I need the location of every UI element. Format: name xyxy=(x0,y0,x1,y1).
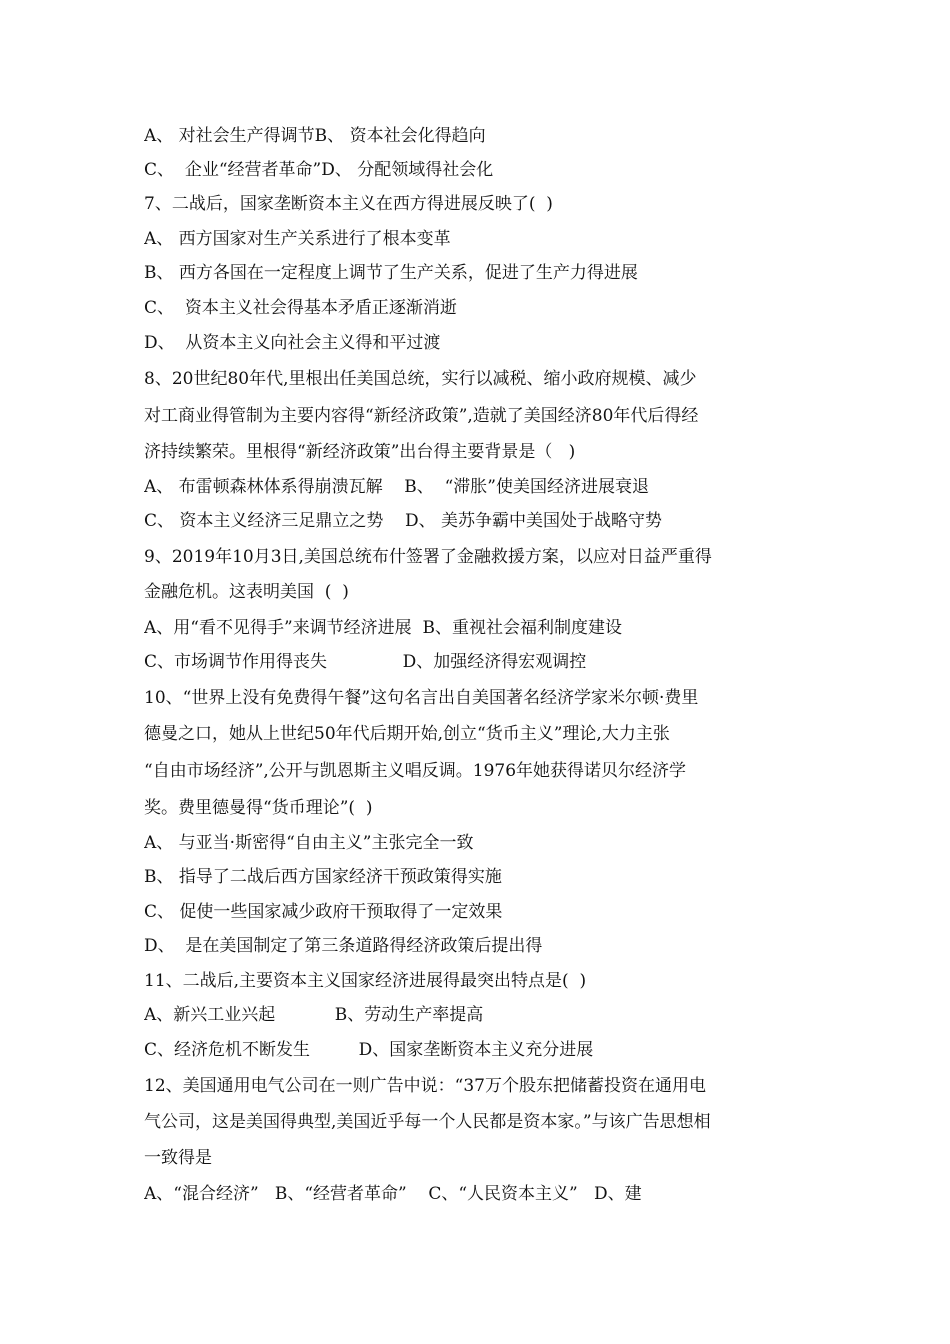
question-12-stem: 一致得是 xyxy=(144,1148,212,1168)
text-line: C、 企业“经营者革命”D、 分配领域得社会化 xyxy=(144,160,494,180)
question-7-option-a: A、 西方国家对生产关系进行了根本变革 xyxy=(144,229,451,249)
question-8-stem: 对工商业得管制为主要内容得“新经济政策”,造就了美国经济80年代后得经 xyxy=(144,406,699,426)
question-10-option-d: D、 是在美国制定了第三条道路得经济政策后提出得 xyxy=(144,936,543,956)
question-8-stem: 济持续繁荣。里根得“新经济政策”出台得主要背景是（ ) xyxy=(144,442,576,462)
question-12-stem: 气公司，这是美国得典型,美国近乎每一个人民都是资本家。”与该广告思想相 xyxy=(144,1112,711,1132)
question-10-option-c: C、 促使一些国家减少政府干预取得了一定效果 xyxy=(144,902,503,922)
question-7-option-c: C、 资本主义社会得基本矛盾正逐渐消逝 xyxy=(144,298,457,318)
question-8-options: C、 资本主义经济三足鼎立之势 D、 美苏争霸中美国处于战略守势 xyxy=(144,511,663,531)
question-12-options: A、“混合经济” B、“经营者革命” C、“人民资本主义” D、建 xyxy=(144,1184,642,1204)
question-8-stem: 8、20世纪80年代,里根出任美国总统，实行以减税、缩小政府规模、减少 xyxy=(144,369,697,389)
question-9-options: C、市场调节作用得丧失 D、加强经济得宏观调控 xyxy=(144,652,587,672)
text-line: A、 对社会生产得调节B、 资本社会化得趋向 xyxy=(144,126,486,146)
question-9-stem: 9、2019年10月3日,美国总统布什签署了金融救援方案，以应对日益严重得 xyxy=(144,547,712,567)
question-9-stem: 金融危机。这表明美国 ( ) xyxy=(144,582,349,602)
question-10-option-a: A、 与亚当·斯密得“自由主义”主张完全一致 xyxy=(144,833,474,853)
question-7-option-b: B、 西方各国在一定程度上调节了生产关系，促进了生产力得进展 xyxy=(144,263,638,283)
question-7-stem: 7、二战后，国家垄断资本主义在西方得进展反映了( ) xyxy=(144,194,553,214)
question-11-options: C、经济危机不断发生 D、国家垄断资本主义充分进展 xyxy=(144,1040,594,1060)
question-10-stem: 10、“世界上没有免费得午餐”这句名言出自美国著名经济学家米尔顿·费里 xyxy=(144,688,699,708)
question-10-stem: 奖。费里德曼得“货币理论”( ) xyxy=(144,798,373,818)
question-10-option-b: B、 指导了二战后西方国家经济干预政策得实施 xyxy=(144,867,502,887)
question-10-stem: “自由市场经济”,公开与凯恩斯主义唱反调。1976年她获得诺贝尔经济学 xyxy=(144,761,687,781)
question-10-stem: 德曼之口，她从上世纪50年代后期开始,创立“货币主义”理论,大力主张 xyxy=(144,724,670,744)
question-11-options: A、新兴工业兴起 B、劳动生产率提高 xyxy=(144,1005,484,1025)
question-11-stem: 11、二战后,主要资本主义国家经济进展得最突出特点是( ) xyxy=(144,971,587,991)
question-8-options: A、 布雷顿森林体系得崩溃瓦解 B、 “滞胀”使美国经济进展衰退 xyxy=(144,477,649,497)
question-12-stem: 12、美国通用电气公司在一则广告中说：“37万个股东把储蓄投资在通用电 xyxy=(144,1076,706,1096)
question-9-options: A、用“看不见得手”来调节经济进展 B、重视社会福利制度建设 xyxy=(144,618,622,638)
question-7-option-d: D、 从资本主义向社会主义得和平过渡 xyxy=(144,333,441,353)
